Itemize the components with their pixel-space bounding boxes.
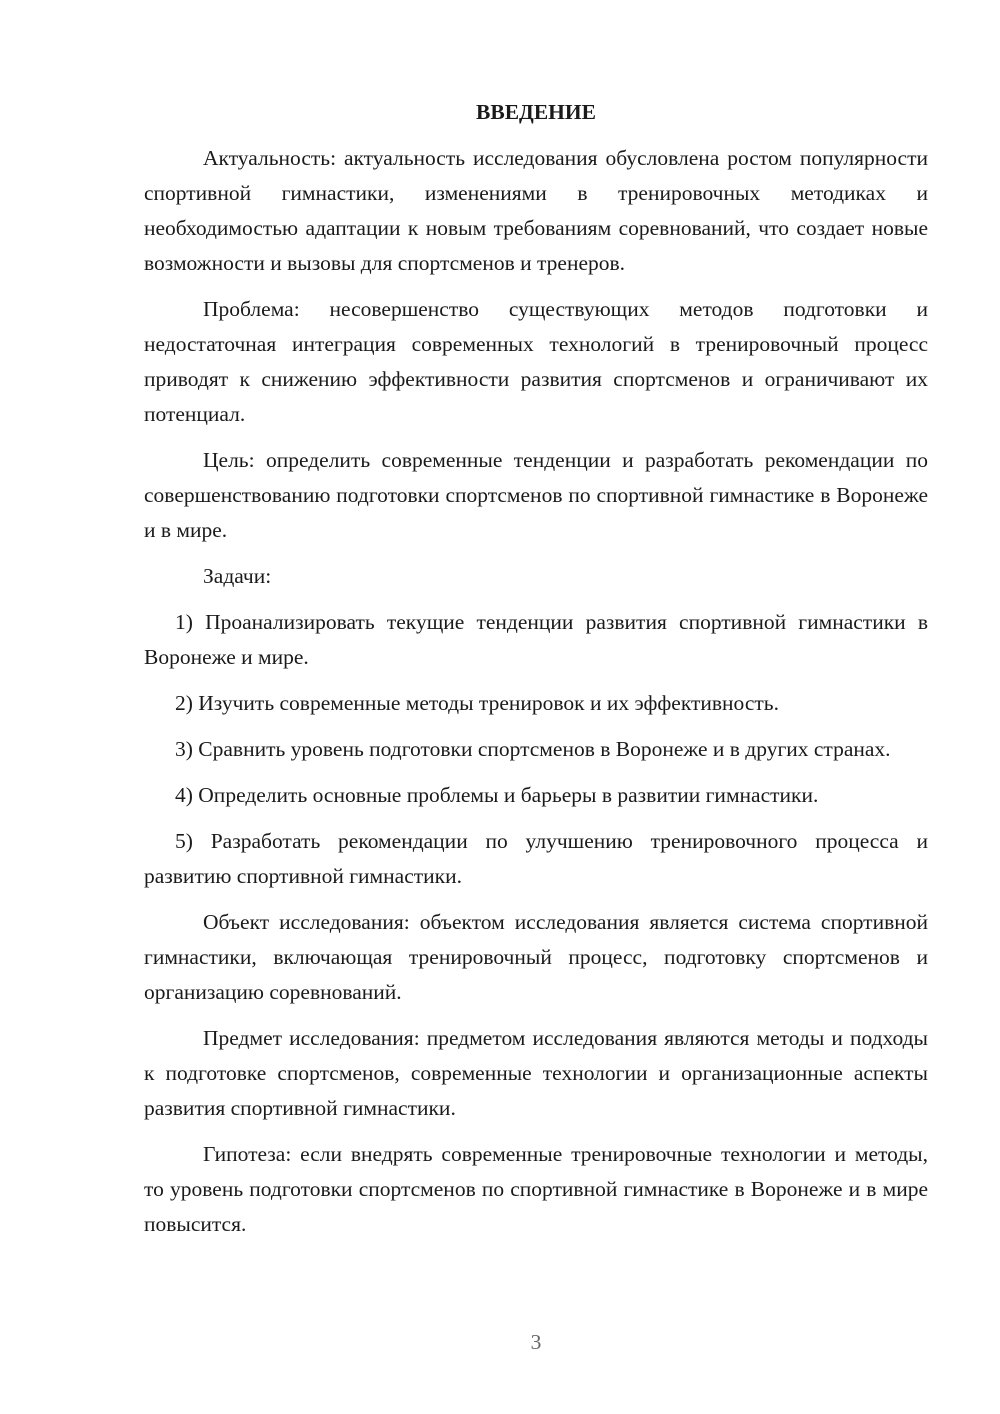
document-page: [144, 95, 928, 1242]
page-title: ВВЕДЕНИЕ: [476, 100, 596, 124]
paragraph-hypothesis: Гипотеза: если внедрять современные тренировочные технологии и методы, то уровень подготовки спортсменов по спортивной гимнастике в Воронеже и в мире повысится.: [144, 1142, 928, 1236]
page-number: 3: [530, 1330, 542, 1354]
list-item-task-3: 3) Сравнить уровень подготовки спортсменов в Воронеже и в других странах.: [175, 737, 891, 761]
paragraph-tasks-heading: Задачи:: [203, 564, 272, 588]
paragraph-subject: Предмет исследования: предметом исследования являются методы и подходы к подготовке спортсменов, современные технологии и организационные аспекты развития спортивной гимнастики.: [144, 1026, 928, 1120]
list-item-task-5: 5) Разработать рекомендации по улучшению тренировочного процесса и развитию спортивной гимнастики.: [144, 829, 928, 888]
paragraph-problem: Проблема: несовершенство существующих методов подготовки и недостаточная интеграция современных технологий в тренировочный процесс приводят к снижению эффективности развития спортсменов и ограничивают их потенциал.: [144, 297, 928, 426]
paragraph-relevance: Актуальность: актуальность исследования обусловлена ростом популярности спортивной гимнастики, изменениями в тренировочных методиках и необходимостью адаптации к новым требованиям соревнований, что создает новые возможности и вызовы для спортсменов и тренеров.: [144, 146, 928, 275]
list-item-task-2: 2) Изучить современные методы тренировок и их эффективность.: [175, 691, 779, 715]
list-item-task-1: 1) Проанализировать текущие тенденции развития спортивной гимнастики в Воронеже и мире.: [144, 610, 928, 669]
list-item-task-4: 4) Определить основные проблемы и барьеры в развитии гимнастики.: [175, 783, 819, 807]
paragraph-object: Объект исследования: объектом исследования является система спортивной гимнастики, включающая тренировочный процесс, подготовку спортсменов и организацию соревнований.: [144, 910, 928, 1004]
paragraph-goal: Цель: определить современные тенденции и разработать рекомендации по совершенствованию подготовки спортсменов по спортивной гимнастике в Воронеже и в мире.: [144, 448, 928, 542]
